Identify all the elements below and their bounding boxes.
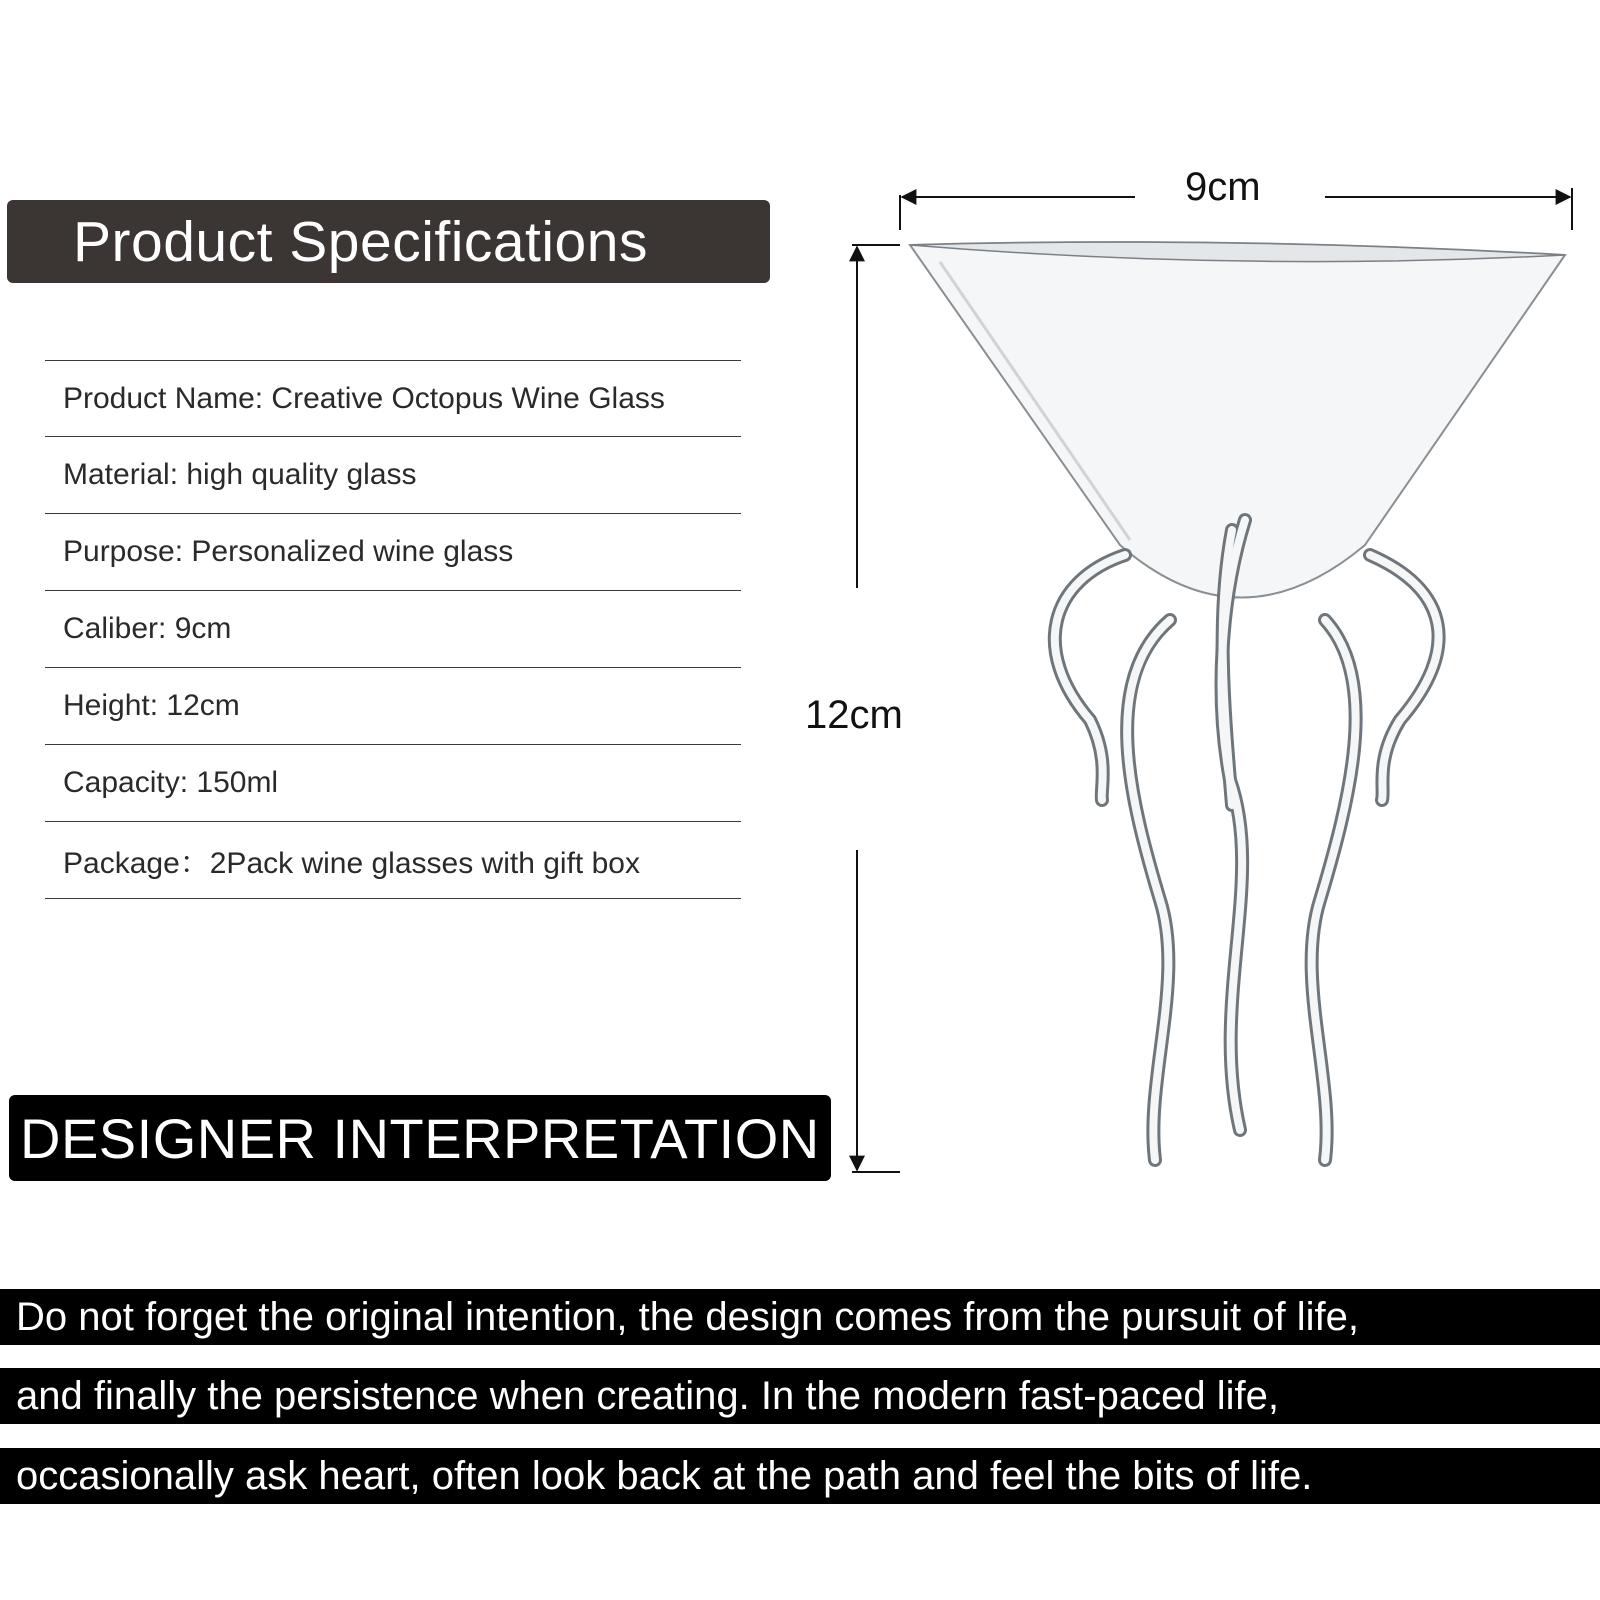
slogan-line-2: and finally the persistence when creating. In the modern fast-paced life, (0, 1368, 1600, 1424)
spec-row-purpose: Purpose: Personalized wine glass (45, 514, 741, 591)
spec-row-package: Package：2Pack wine glasses with gift box (45, 822, 741, 899)
slogan-line-1: Do not forget the original intention, the design comes from the pursuit of life, (0, 1289, 1600, 1345)
height-label: 12cm (805, 693, 903, 737)
spec-row-name: Product Name: Creative Octopus Wine Glass (45, 360, 741, 437)
spec-row-material: Material: high quality glass (45, 437, 741, 514)
designer-title: DESIGNER INTERPRETATION (20, 1106, 820, 1170)
spec-title: Product Specifications (73, 209, 648, 274)
tentacles (1055, 520, 1439, 1160)
spec-row-caliber: Caliber: 9cm (45, 591, 741, 668)
spec-row-capacity: Capacity: 150ml (45, 745, 741, 822)
width-label: 9cm (1185, 165, 1261, 209)
spec-row-height: Height: 12cm (45, 668, 741, 745)
slogan-line-3: occasionally ask heart, often look back at the path and feel the bits of life. (0, 1448, 1600, 1504)
